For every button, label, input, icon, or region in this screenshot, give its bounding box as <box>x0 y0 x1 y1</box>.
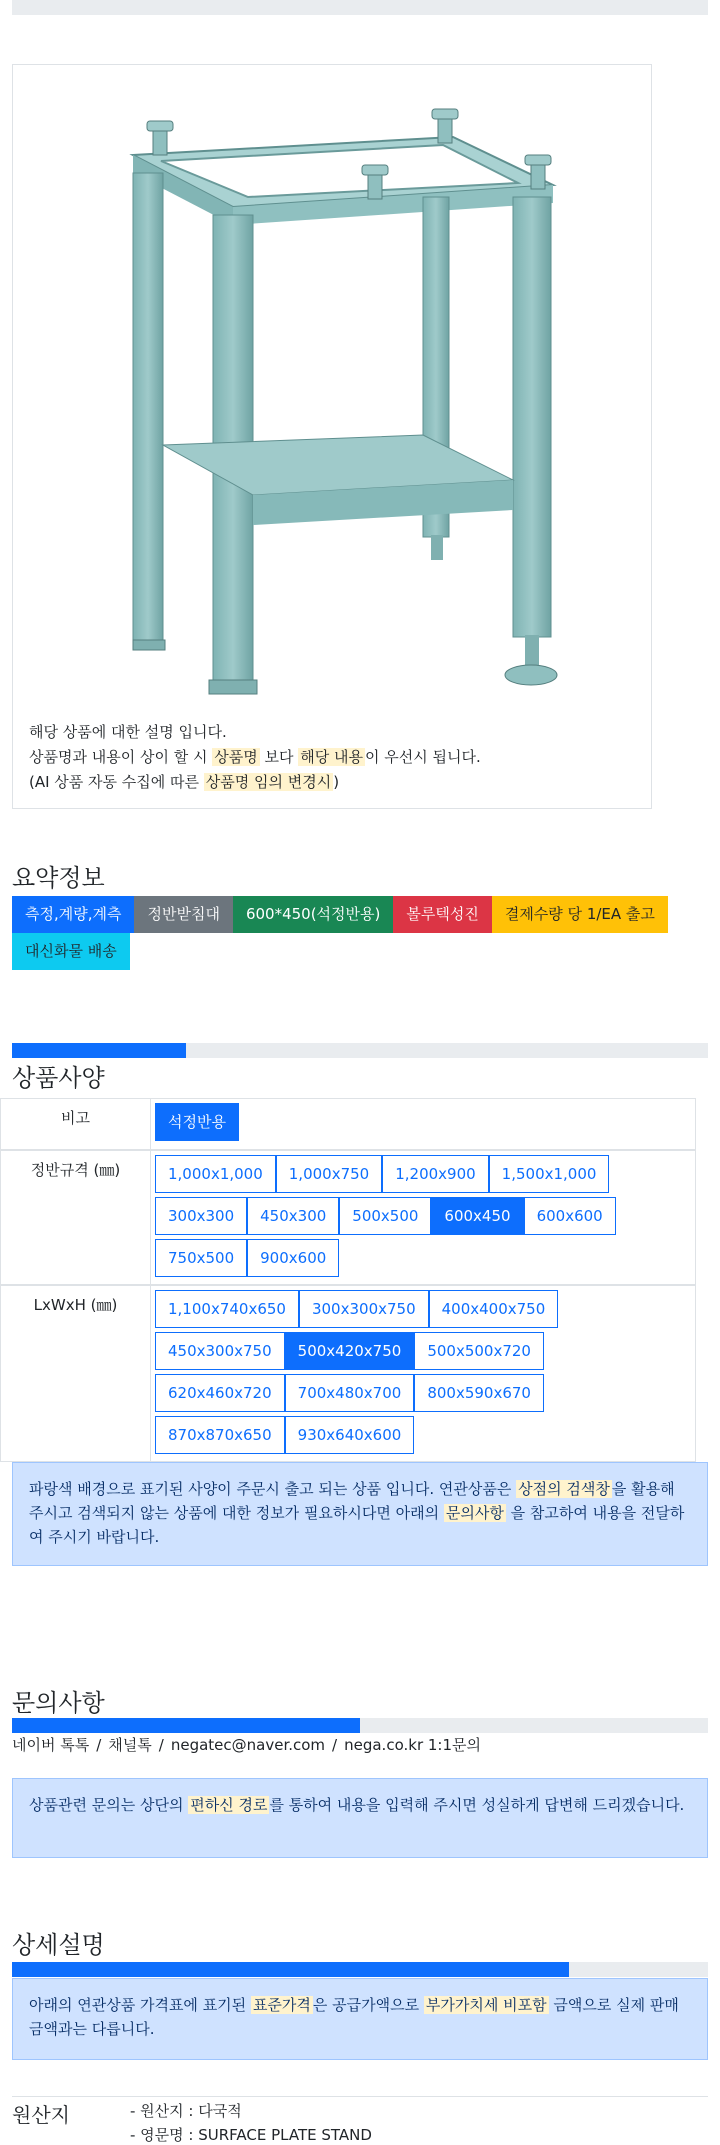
inquiry-notice: 상품관련 문의는 상단의 편하신 경로 를 통하여 내용을 입력해 주시면 성실하게 답변해 드리겠습니다. <box>12 1778 708 1858</box>
detail-title: 상세설명 <box>12 1931 105 1959</box>
origin-label: 원산지 <box>12 2103 70 2127</box>
summary-title: 요약정보 <box>12 864 105 892</box>
link-channel-talk[interactable]: 채널톡 <box>108 1736 152 1754</box>
origin-item: - 영문명 : SURFACE PLATE STAND <box>130 2126 372 2144</box>
option-button[interactable]: 300x300 <box>155 1197 247 1235</box>
inquiry-progress-fill <box>12 1718 360 1733</box>
spec-label-dimensions: LxWxH (㎜) <box>1 1286 151 1461</box>
option-button[interactable]: 450x300x750 <box>155 1332 285 1370</box>
option-button[interactable]: 500x500x720 <box>414 1332 544 1370</box>
origin-items <box>130 2099 372 2145</box>
spec-row-note <box>0 1098 696 1150</box>
option-button[interactable]: 300x300x750 <box>299 1290 429 1328</box>
spec-row-dimensions <box>0 1285 696 1462</box>
option-button[interactable]: 620x460x720 <box>155 1374 285 1412</box>
spec-label-note: 비고 <box>1 1099 151 1149</box>
product-description <box>29 720 481 795</box>
summary-badges <box>12 896 708 970</box>
option-button[interactable]: 600x450 <box>431 1197 523 1235</box>
spec-options-dimensions <box>151 1286 695 1462</box>
option-button[interactable]: 400x400x750 <box>429 1290 559 1328</box>
desc-line-2: 상품명과 내용이 상이 할 시 상품명 보다 해당 내용 이 우선시 됩니다. <box>29 748 481 766</box>
option-button[interactable]: 750x500 <box>155 1239 247 1277</box>
link-naver-talktalk[interactable]: 네이버 톡톡 <box>12 1736 90 1754</box>
option-button[interactable]: 700x480x700 <box>285 1374 415 1412</box>
link-email[interactable]: negatec@naver.com <box>170 1736 326 1754</box>
option-button[interactable]: 450x300 <box>247 1197 339 1235</box>
badge-shipping: 대신화물 배송 <box>12 933 130 970</box>
option-button[interactable]: 900x600 <box>247 1239 339 1277</box>
option-button[interactable]: 1,100x740x650 <box>155 1290 299 1328</box>
product-image <box>113 85 593 715</box>
option-button[interactable]: 930x640x600 <box>285 1416 415 1454</box>
badge-size: 600*450(석정반용) <box>233 896 393 933</box>
badge-quantity: 결제수량 당 1/EA 출고 <box>492 896 668 933</box>
option-button[interactable]: 석정반용 <box>155 1103 239 1141</box>
spec-progress <box>12 1043 708 1058</box>
origin-item: - 원산지 : 다국적 <box>130 2102 242 2120</box>
badge-category: 측정,계량,계측 <box>12 896 134 933</box>
option-button[interactable]: 1,000x750 <box>276 1155 382 1193</box>
origin-section <box>12 2096 708 2144</box>
desc-line-3: (AI 상품 자동 수집에 따른 상품명 임의 변경시 ) <box>29 773 340 791</box>
spec-title: 상품사양 <box>12 1064 105 1092</box>
spec-options-note <box>151 1099 695 1149</box>
spec-notice: 파랑색 배경으로 표기된 사양이 주문시 출고 되는 상품 입니다. 연관상품은 상점의 검색창 을 활용해 주시고 검색되지 않는 상품에 대한 정보가 필요하시다면 아래의 문의사항 을 참고하여 내용을 전달하여 주시기 바랍니다. <box>12 1462 708 1566</box>
option-button[interactable]: 500x420x750 <box>285 1332 415 1370</box>
option-button[interactable]: 1,500x1,000 <box>489 1155 610 1193</box>
option-button[interactable]: 800x590x670 <box>414 1374 544 1412</box>
desc-line-1: 해당 상품에 대한 설명 입니다. <box>29 723 227 741</box>
badge-type: 정반받침대 <box>134 896 232 933</box>
inquiry-progress <box>12 1718 708 1733</box>
option-button[interactable]: 1,200x900 <box>382 1155 488 1193</box>
option-button[interactable]: 500x500 <box>339 1197 431 1235</box>
option-button[interactable]: 600x600 <box>524 1197 616 1235</box>
top-progress-bar <box>12 0 708 15</box>
detail-progress-fill <box>12 1962 569 1977</box>
detail-progress <box>12 1962 708 1977</box>
option-button[interactable]: 1,000x1,000 <box>155 1155 276 1193</box>
link-1to1-inquiry[interactable]: nega.co.kr 1:1문의 <box>344 1736 481 1754</box>
inquiry-title: 문의사항 <box>12 1689 105 1717</box>
spec-label-plate-size: 정반규격 (㎜) <box>1 1151 151 1284</box>
contact-links: 네이버 톡톡 / 채널톡 / negatec@naver.com / nega.co.kr 1:1문의 <box>12 1736 481 1754</box>
detail-notice: 아래의 연관상품 가격표에 표기된 표준가격 은 공급가액으로 부가가치세 비포함 금액으로 실제 판매금액과는 다릅니다. <box>12 1978 708 2060</box>
spec-options-plate-size <box>151 1151 695 1285</box>
option-button[interactable]: 870x870x650 <box>155 1416 285 1454</box>
product-image-box <box>12 64 652 809</box>
spec-row-plate-size <box>0 1150 696 1285</box>
spec-progress-fill <box>12 1043 186 1058</box>
badge-brand: 볼루텍성진 <box>393 896 491 933</box>
